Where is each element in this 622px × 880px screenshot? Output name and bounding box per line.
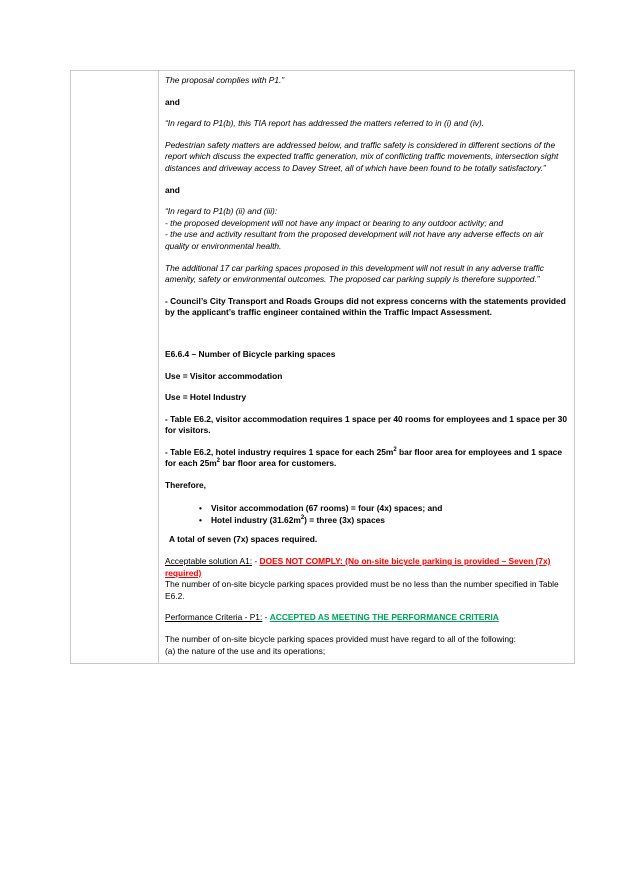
paragraph-regard-p1b-ii-line2: - the proposed development will not have any impact or bearing to any outdoor activity; and xyxy=(165,217,503,228)
superscript-square-1: 2 xyxy=(393,447,397,454)
status-badge-accepted: ACCEPTED AS MEETING THE PERFORMANCE CRITERIA xyxy=(269,612,499,623)
status-badge-does-not-comply: DOES NOT COMPLY xyxy=(259,556,341,567)
performance-criteria-dash: - xyxy=(262,612,270,623)
table-e62-hotel-part1: - Table E6.2, hotel industry requires 1 space for each 25m xyxy=(165,446,394,457)
paragraph-performance-criteria-status xyxy=(165,612,568,624)
paragraph-and-second: and xyxy=(165,184,180,195)
line-total-spaces-required: A total of seven (7x) spaces required. xyxy=(169,534,318,545)
table-row xyxy=(71,71,575,664)
table-cell-main-content xyxy=(159,71,575,664)
paragraph-acceptable-solution-body: The number of on-site bicycle parking spaces provided must be no less than the number specified in Table E6.2. xyxy=(165,579,559,601)
paragraph-table-e62-hotel xyxy=(165,447,568,470)
line-use-hotel-industry: Use = Hotel Industry xyxy=(165,392,247,403)
table-e62-hotel-part2: bar floor area for employees and 1 space for each 25m xyxy=(165,446,562,469)
paragraph-pedestrian-safety: Pedestrian safety matters are addressed below, and traffic safety is considered in different sections of the report which discuss the expected traffic generation, mix of conflicting traffic movements, intersection sight distances and driveway access to Davey Street, all of which have been found to be totally satisfactory.” xyxy=(165,139,559,173)
list-item xyxy=(211,502,568,514)
paragraph-additional-parking: The additional 17 car parking spaces proposed in this development will not result in any adverse traffic amenity, safety or environmental outcomes. The proposed car parking supply is therefore supported.” xyxy=(165,262,544,285)
bullet-hotel-industry-part1: Hotel industry (31.62m xyxy=(211,515,301,526)
paragraph-performance-body-line2: (a) the nature of the use and its operations; xyxy=(165,645,326,656)
performance-criteria-label: Performance Criteria - P1: xyxy=(165,612,263,623)
paragraph-regard-p1b-ii-line3: - the use and activity resultant from the proposed development will not have any adverse effects on air quality or environmental health. xyxy=(165,229,544,251)
paragraph-table-e62-visitor: - Table E6.2, visitor accommodation requires 1 space per 40 rooms for employees and 1 space per 30 for visitors. xyxy=(165,413,568,436)
paragraph-regard-p1b: “In regard to P1(b), this TIA report has addressed the matters referred to in (i) and (iv). xyxy=(165,118,485,129)
paragraph-council-comment: - Council’s City Transport and Roads Groups did not express concerns with the statements provided by the applicant’s traffic engineer contained within the Traffic Impact Assessment. xyxy=(165,295,566,318)
paragraph-regard-p1b-ii-line1: “In regard to P1(b) (ii) and (iii): xyxy=(165,206,278,217)
paragraph-and-first: and xyxy=(165,96,180,107)
spacer-before-heading xyxy=(165,329,568,349)
spacer-after-bullets xyxy=(165,526,568,534)
list-item xyxy=(211,514,568,526)
content-body xyxy=(165,75,568,657)
bullet-hotel-industry-part2: ) = three (3x) spaces xyxy=(304,515,385,526)
heading-e664: E6.6.4 – Number of Bicycle parking spaces xyxy=(165,348,336,359)
paragraph-proposal-complies: The proposal complies with P1.” xyxy=(165,75,285,85)
acceptable-solution-detail: : (No on-site bicycle parking is provided – Seven (7x) required) xyxy=(165,556,551,578)
calculation-bullet-list xyxy=(165,502,568,527)
superscript-square-3: 2 xyxy=(300,515,305,522)
paragraph-performance-body-line1: The number of on-site bicycle parking spaces provided must have regard to all of the following: xyxy=(165,634,517,645)
paragraph-acceptable-solution-status xyxy=(165,556,568,579)
superscript-square-2: 2 xyxy=(216,458,221,465)
content-table xyxy=(70,70,575,664)
table-e62-hotel-part3: bar floor area for customers. xyxy=(220,458,337,469)
acceptable-solution-label: Acceptable solution A1: xyxy=(165,556,253,567)
acceptable-solution-dash: - xyxy=(252,556,260,567)
bullet-visitor-accommodation-text: Visitor accommodation (67 rooms) = four (4x) spaces; and xyxy=(211,502,443,513)
line-use-visitor-accommodation: Use = Visitor accommodation xyxy=(165,370,283,381)
table-cell-left-empty xyxy=(71,71,159,664)
line-therefore: Therefore, xyxy=(165,480,206,491)
